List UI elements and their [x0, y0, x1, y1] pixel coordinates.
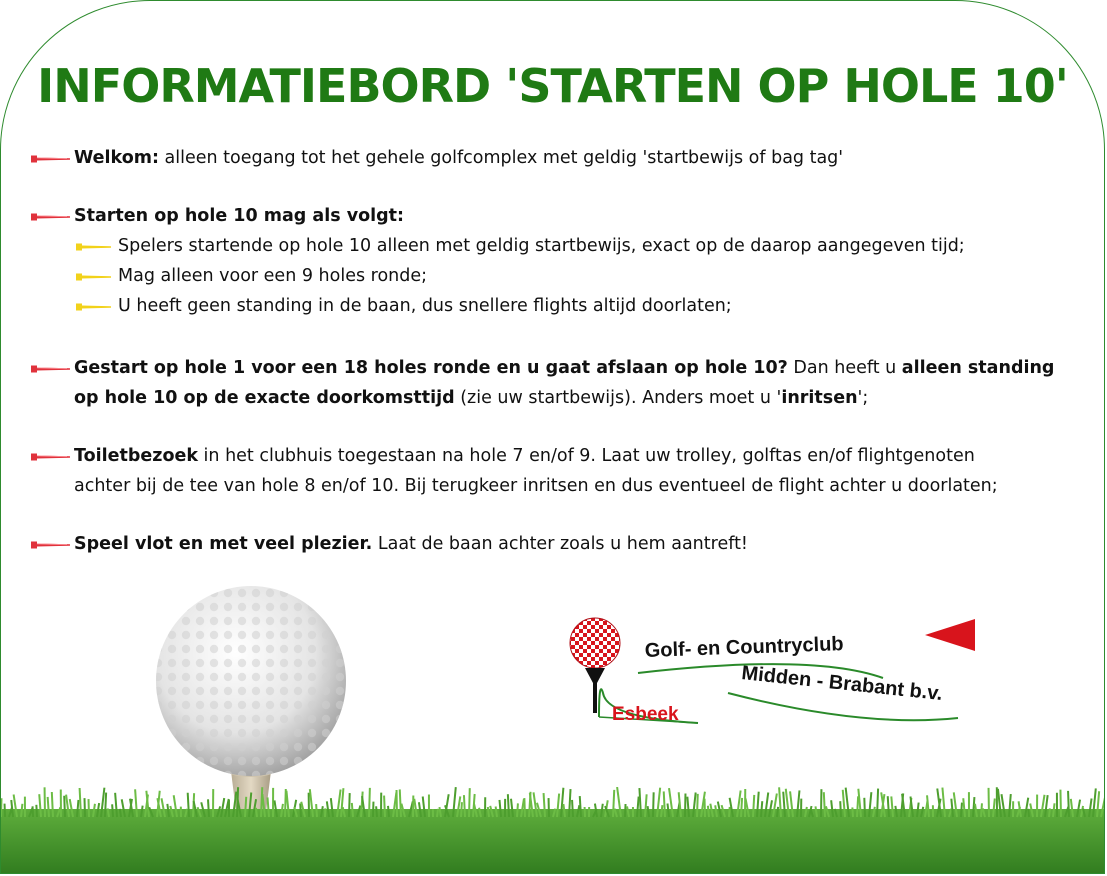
red-golf-tee-icon — [31, 453, 71, 461]
logo-line1: Golf- en Countryclub — [644, 633, 844, 662]
red-golf-tee-icon — [31, 541, 71, 549]
gestart-emphasis: alleen standing — [901, 358, 1055, 378]
gestart-text-3: '; — [857, 388, 869, 408]
list-item-welkom — [31, 143, 1101, 173]
red-flag-icon — [925, 619, 975, 651]
toilet-text: in het clubhuis toegestaan na hole 7 en/of 9. Laat uw trolley, golftas en/of flightgenoten — [197, 446, 975, 466]
yellow-golf-tee-icon — [76, 303, 112, 311]
checkered-ball-icon — [570, 618, 620, 668]
list-item-gestart — [31, 353, 1101, 383]
sub-item — [31, 261, 1101, 291]
sub-item-text: Mag alleen voor een 9 holes ronde; — [118, 266, 428, 286]
toilet-text-2: achter bij de tee van hole 8 en/of 10. Bij terugkeer inritsen en dus eventueel de flight achter u doorlaten; — [74, 476, 998, 496]
inritsen-term: inritsen — [781, 388, 858, 408]
list-item-toilet-cont — [31, 471, 1101, 501]
logo-place: Esbeek — [612, 704, 679, 725]
logo-line2: Midden - Brabant b.v. — [740, 662, 944, 706]
toilet-label: Toiletbezoek — [74, 446, 198, 466]
list-item-starten — [31, 201, 1101, 231]
sub-item-text: Spelers startende op hole 10 alleen met geldig startbewijs, exact op de daarop aangegeven tijd; — [118, 236, 965, 256]
gestart-question: Gestart op hole 1 voor een 18 holes ronde en u gaat afslaan op hole 10? — [74, 358, 788, 378]
red-golf-tee-icon — [31, 155, 71, 163]
gestart-text: Dan heeft u — [787, 358, 902, 378]
red-golf-tee-icon — [31, 365, 71, 373]
speel-text: Laat de baan achter zoals u hem aantreft! — [372, 534, 748, 554]
red-golf-tee-icon — [31, 213, 71, 221]
club-logo — [563, 613, 983, 763]
gestart-text-2: (zie uw startbewijs). Anders moet u ' — [454, 388, 782, 408]
grass-strip — [1, 787, 1105, 874]
list-item-speel — [31, 529, 1101, 559]
page-title: INFORMATIEBORD 'STARTEN OP HOLE 10' — [37, 59, 1068, 113]
sub-item — [31, 231, 1101, 261]
welkom-label: Welkom: — [74, 148, 159, 168]
rules-list — [31, 143, 1101, 559]
yellow-golf-tee-icon — [76, 243, 112, 251]
starten-heading: Starten op hole 10 mag als volgt: — [74, 206, 405, 226]
sub-item — [31, 291, 1101, 321]
gestart-emphasis-2: op hole 10 op de exacte doorkomsttijd — [74, 388, 455, 408]
welkom-text: alleen toegang tot het gehele golfcomplex met geldig 'startbewijs of bag tag' — [158, 148, 844, 168]
sub-item-text: U heeft geen standing in de baan, dus snellere flights altijd doorlaten; — [118, 296, 732, 316]
list-item-toilet — [31, 441, 1101, 471]
list-item-gestart-cont — [31, 383, 1101, 413]
yellow-golf-tee-icon — [76, 273, 112, 281]
speel-label: Speel vlot en met veel plezier. — [74, 534, 373, 554]
